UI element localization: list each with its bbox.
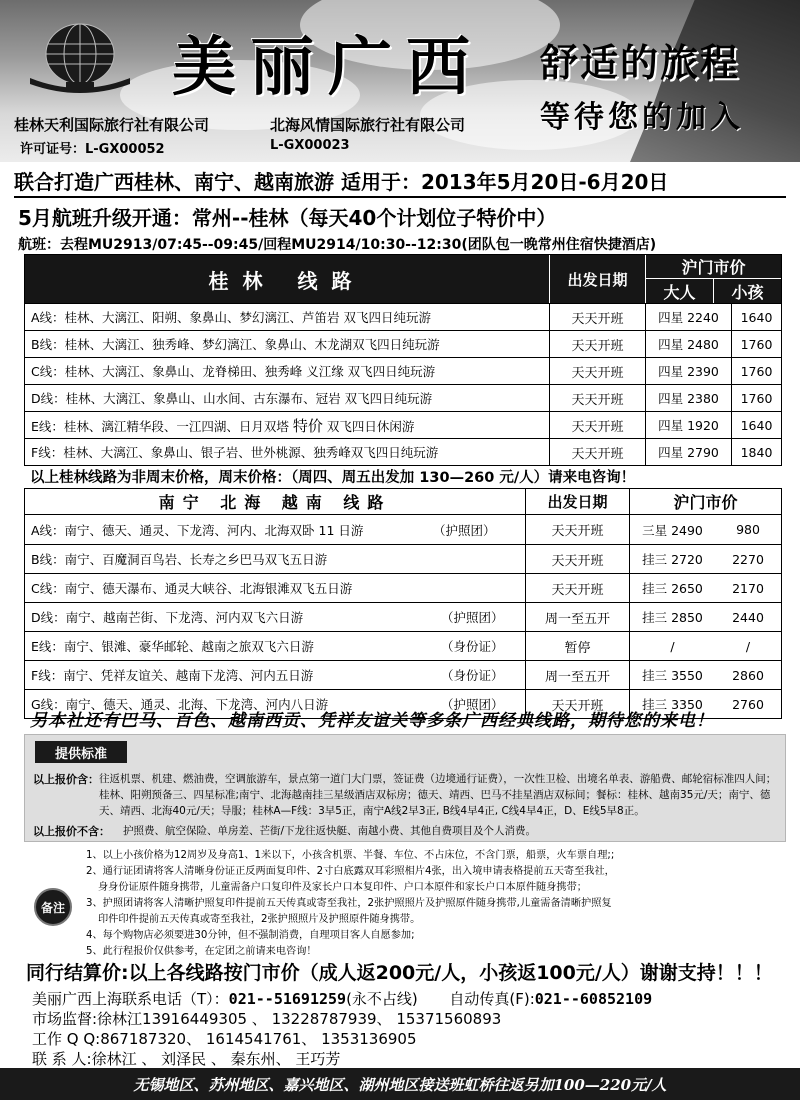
table-row [25, 631, 781, 660]
depart-date: 暂停 [525, 632, 629, 660]
route-name [25, 661, 525, 689]
adult-price: 挂三 2650 [629, 574, 715, 602]
adult-price: 四星 1920 [645, 412, 731, 438]
child-price: / [745, 638, 751, 654]
footer-transfer-note: 无锡地区、苏州地区、嘉兴地区、湖州地区接送班虹桥往返另加100—220元/人 [0, 1068, 800, 1100]
column-header-price: 沪门市价 [629, 489, 781, 514]
route-name: A线：桂林、大漓江、阳朔、象鼻山、梦幻漓江、芦笛岩 双飞四日纯玩游 [31, 310, 432, 325]
table-row [25, 438, 781, 465]
route-name-tail: 双飞四日休闲游 [326, 418, 415, 434]
route-text: G线：南宁、德天、通灵、北海、下龙湾、河内八日游 [31, 697, 329, 712]
route-name: D线：桂林、大漓江、象鼻山、山水间、古东瀑布、冠岩 双飞四日纯玩游 [31, 391, 433, 406]
company-guilin-tianli: 桂林天利国际旅行社有限公司 [14, 116, 210, 134]
remark-item: 1、以上小孩价格为12周岁及身高1、1米以下，小孩含机票、半餐、车位、不占床位，不含门票，船票，火车票自理;; [86, 850, 615, 861]
table-row [25, 303, 781, 330]
flight-schedule: 航班：去程MU2913/07:45--09:45/回程MU2914/10:30--12:30(团队包一晚常州住宿快捷酒店) [18, 237, 657, 253]
child-price: 2270 [732, 551, 764, 567]
depart-date: 周一至五开 [525, 603, 629, 631]
child-price: 1760 [731, 358, 781, 384]
remark-item: 2、通行证团请将客人清晰身份证正反两面复印件、2寸白底露双耳彩照相片4张，出入境申请表格提前五天寄至我社， [86, 866, 615, 877]
included-text: 往返机票、机建、燃油费，空调旅游车，景点第一道门大门票，签证费（边境通行证费），一次性卫检、出境名单表、游船费、邮轮宿标准四人间；桂林、阳朔预备三、四星标准;南宁、北海越南挂三星级酒店双标房；德天、靖西、巴马不挂星酒店双标间；餐标：桂林、越南35元/天；南宁、德天、靖西、北海40元/天；导服；桂林A—F线：3早5正，南宁A线2早3正, B线4早4正, C线4早4正，D、E线5早8正。 [99, 773, 777, 817]
contact-phone-line [32, 988, 652, 1009]
depart-date: 天天开班 [525, 545, 629, 573]
table-row [25, 602, 781, 631]
nanning-routes-table [24, 488, 782, 719]
slogan-await-you: 等待您的加入 [540, 100, 744, 135]
table-row [25, 357, 781, 384]
flight-upgrade-headline: 5月航班升级开通：常州--桂林（每天40个计划位子特价中） [18, 206, 557, 230]
depart-date: 周一至五开 [525, 661, 629, 689]
table-row [25, 411, 781, 438]
depart-date: 天天开班 [549, 331, 645, 357]
route-name: F线：桂林、大漓江、象鼻山、银子岩、世外桃源、独秀峰双飞四日纯玩游 [31, 445, 439, 460]
remark-item: 印件印件提前五天传真或寄至我社，2张护照照片及护照原件随身携带。 [98, 914, 421, 925]
license-number-1: 许可证号：L-GX00052 [20, 142, 165, 157]
table-row [25, 330, 781, 357]
route-text: A线：南宁、德天、通灵、下龙湾、河内、北海双卧 11 日游 [31, 522, 364, 538]
route-text: F线：南宁、凭祥友谊关、越南下龙湾、河内五日游 [31, 668, 314, 683]
slogan-comfortable-journey: 舒适的旅程 [540, 40, 741, 85]
depart-date: 天天开班 [525, 690, 629, 718]
adult-price: 挂三 3350 [629, 690, 715, 718]
column-header-depart: 出发日期 [525, 489, 629, 514]
nanning-table-header [25, 489, 781, 515]
column-header-price-group [645, 255, 781, 303]
depart-date: 天天开班 [549, 358, 645, 384]
column-header-depart: 出发日期 [549, 255, 645, 303]
guilin-table-header [25, 255, 781, 303]
route-name [25, 632, 525, 660]
route-doc-note: （护照团） [441, 610, 504, 625]
fax-number: 021--60852109 [534, 990, 653, 1008]
remark-item: 3、护照团请将客人清晰护照复印件提前五天传真或寄至我社，2张护照照片及护照原件随身携带,儿童需备清晰护照复 [86, 898, 612, 909]
route-doc-note: （护照团） [441, 697, 504, 712]
depart-date: 天天开班 [549, 304, 645, 330]
divider [14, 196, 786, 198]
adult-price: 四星 2480 [645, 331, 731, 357]
child-price: 2170 [732, 580, 764, 596]
joint-tour-banner: 联合打造广西桂林、南宁、越南旅游 适用于：2013年5月20日-6月20日 [14, 170, 669, 194]
remarks-badge: 备注 [34, 888, 72, 926]
child-price: 1760 [731, 385, 781, 411]
route-name [25, 515, 525, 544]
child-price: 2760 [732, 696, 764, 712]
route-text: E线：南宁、银滩、豪华邮轮、越南之旅双飞六日游 [31, 639, 314, 654]
excluded-text: 护照费、航空保险、单房差、芒街/下龙往返快艇、南越小费、其他自费项目及个人消费。 [123, 825, 537, 837]
depart-date: 天天开班 [525, 574, 629, 602]
table-row [25, 660, 781, 689]
contact-people: 联 系 人:徐林江 、 刘泽民 、 秦东州、 王巧芳 [32, 1050, 341, 1068]
guilin-routes-table [24, 254, 782, 466]
depart-date: 天天开班 [549, 439, 645, 465]
weekend-price-note: 以上桂林线路为非周末价格，周末价格：（周四、周五出发加 130—260 元/人）请来电咨询！ [30, 470, 636, 486]
table-row [25, 384, 781, 411]
special-price-tag: 特价 [292, 416, 323, 435]
fax-label: 自动传真(F): [449, 990, 535, 1008]
child-price: 2440 [732, 609, 764, 625]
remarks-list [86, 848, 786, 960]
route-name [25, 415, 549, 436]
settlement-price-note: 同行结算价:以上各线路按门市价（成人返200元/人，小孩返100元/人）谢谢支持！！！ [26, 962, 773, 984]
route-doc-note: （身份证） [441, 668, 504, 683]
route-name [25, 603, 525, 631]
work-qq: 工作 Q Q:867187320、 1614541761、 1353136905 [32, 1030, 417, 1048]
standards-tag: 提供标准 [35, 741, 127, 763]
page-title: 美丽广西 [172, 30, 484, 105]
service-standards-box [24, 734, 786, 842]
table-row [25, 515, 781, 544]
child-price: 2860 [732, 667, 764, 683]
route-doc-note: （身份证） [441, 639, 504, 654]
remark-item: 5、此行程报价仅供参考，在定团之前请来电咨询！ [86, 946, 317, 957]
table-row [25, 573, 781, 602]
adult-price: 三星 2490 [629, 515, 715, 544]
adult-price: 四星 2380 [645, 385, 731, 411]
included-label: 以上报价含： [33, 773, 99, 786]
license-number-2: L-GX00023 [270, 138, 350, 153]
column-header-price: 沪门市价 [646, 255, 781, 279]
depart-date: 天天开班 [549, 412, 645, 438]
adult-price: 挂三 2720 [629, 545, 715, 573]
column-header-adult: 大人 [663, 282, 696, 302]
depart-date: 天天开班 [525, 515, 629, 544]
route-doc-note: （护照团） [433, 522, 496, 538]
phone-number: 021--51691259 [228, 990, 347, 1008]
child-price: 980 [736, 522, 760, 537]
route-name [25, 545, 525, 573]
header-banner [0, 0, 800, 162]
depart-date: 天天开班 [549, 385, 645, 411]
company-beihai-fengqing: 北海风情国际旅行社有限公司 [270, 116, 466, 134]
adult-price: 四星 2390 [645, 358, 731, 384]
market-supervisor: 市场监督:徐林江13916449305 、 13228787939、 15371560893 [32, 1010, 502, 1028]
route-text: B线：南宁、百魔洞百鸟岩、长寿之乡巴马双飞五日游 [31, 552, 328, 567]
route-name-head: E线：桂林、漓江精华段、一江四湖、日月双塔 [31, 418, 289, 434]
route-name: C线：桂林、大漓江、象鼻山、龙脊梯田、独秀峰 义江缘 双飞四日纯玩游 [31, 364, 436, 379]
remark-item: 身身份证原件随身携带，儿童需备户口复印件及家长户口本复印件、户口本原件和家长户口本原件随身携带； [98, 882, 587, 893]
route-name: B线：桂林、大漓江、独秀峰、梦幻漓江、象鼻山、木龙湖双飞四日纯玩游 [31, 337, 440, 352]
child-price: 1640 [731, 412, 781, 438]
adult-price: 四星 2790 [645, 439, 731, 465]
globe-logo-icon [22, 20, 138, 96]
child-price: 1760 [731, 331, 781, 357]
adult-price: 四星 2240 [645, 304, 731, 330]
adult-price: 挂三 3550 [629, 661, 715, 689]
adult-price: 挂三 2850 [629, 603, 715, 631]
adult-price: / [629, 632, 715, 660]
column-header-child: 小孩 [713, 279, 781, 303]
remark-item: 4、每个购物店必须要进30分钟，但不强制消费，自理项目客人自愿参加; [86, 930, 415, 941]
more-classic-lines: 另本社还有巴马、百色、越南西贡、凭祥友谊关等多条广西经典线路，期待您的来电！ [30, 711, 714, 731]
phone-label: 美丽广西上海联系电话（T）： [32, 990, 229, 1008]
column-header-route: 南宁 北海 越南 线路 [158, 493, 392, 512]
child-price: 1640 [731, 304, 781, 330]
route-text: C线：南宁、德天瀑布、通灵大峡谷、北海银滩双飞五日游 [31, 581, 353, 596]
column-header-route: 桂林 线路 [208, 268, 366, 293]
route-text: D线：南宁、越南芒街、下龙湾、河内双飞六日游 [31, 610, 304, 625]
table-row [25, 544, 781, 573]
phone-note: (永不占线) [346, 990, 418, 1008]
route-name [25, 574, 525, 602]
excluded-label: 以上报价不含： [33, 825, 110, 838]
child-price: 1840 [731, 439, 781, 465]
